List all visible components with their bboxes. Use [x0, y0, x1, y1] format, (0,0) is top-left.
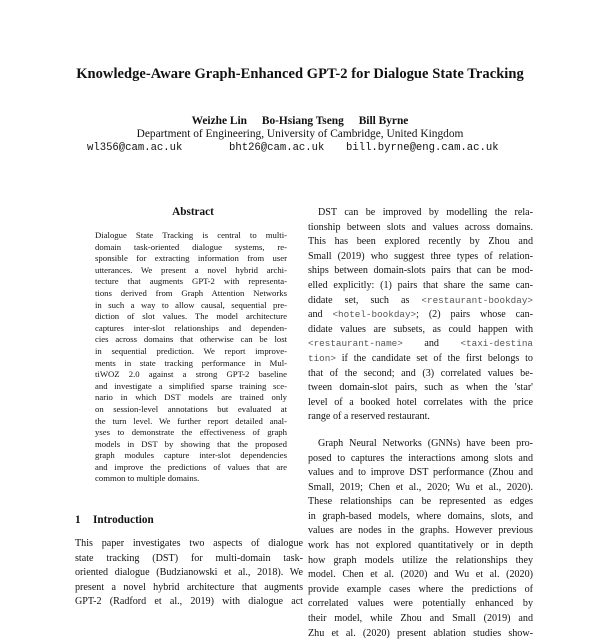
body-line: Zhu et al. (2020) present ablation studies show-	[308, 627, 533, 639]
abstract-line: captures inter-slot relationships and dependen-	[95, 322, 287, 333]
abstract-line: tiWOZ 2.0 against a strong GPT-2 baseline	[95, 369, 287, 380]
body-line: These relationships can be represented as edges	[308, 496, 533, 508]
body-line: level of a booked hotel correlates with the price	[308, 396, 533, 408]
code-span: <hotel-bookday>	[332, 309, 417, 321]
body-line: provide example cases where the predictions of	[308, 583, 533, 595]
body-line: in graph-based models, where domains, slots, and	[308, 510, 533, 522]
intro-body	[75, 537, 303, 610]
section-heading	[75, 514, 154, 526]
body-line: tween domain-slot pairs, such as when the 'star'	[308, 382, 533, 394]
email-address: bill.byrne@eng.cam.ac.uk	[346, 142, 499, 154]
body-line: elled explicitly: (1) pairs that share the same can-	[308, 279, 533, 291]
body-line: didate values are subsets, as could happen with	[308, 323, 533, 335]
body-line: model. Chen et al. (2020) and Wu et al. (2020)	[308, 569, 533, 581]
code-span: <taxi-destina	[460, 338, 533, 350]
body-line: values and to improve DST performance (Zhou and	[308, 467, 533, 479]
abstract-line: and improve the predictions of values that are	[95, 461, 287, 472]
body-line: This paper investigates two aspects of dialogue	[75, 538, 303, 549]
abstract-body	[95, 230, 287, 485]
text-fragment: if the candidate set of the first belongs to	[341, 352, 533, 364]
abstract-line: models in DST by showing that the proposed	[95, 438, 287, 449]
abstract-heading: Abstract	[172, 206, 214, 218]
abstract-line: and investigate a simplified sparse training sce-	[95, 380, 287, 391]
abstract-line: nario in which DST models are trained only	[95, 392, 287, 403]
code-span: <restaurant-name>	[308, 338, 403, 350]
body-line: values are nodes in the graphs. However previous	[308, 525, 533, 537]
body-line	[308, 352, 533, 367]
text-fragment: and	[424, 338, 439, 350]
email-address: wl356@cam.ac.uk	[87, 142, 183, 154]
body-line: This has been explored recently by Zhou and	[308, 236, 533, 248]
section-title: Introduction	[93, 514, 154, 526]
abstract-line: utterances. We present a novel hybrid archi-	[95, 264, 287, 275]
body-line: range of a reserved restaurant.	[308, 411, 430, 423]
body-line: posed to captures the interactions among slots and	[308, 452, 533, 464]
section-number: 1	[75, 514, 81, 526]
body-line: GPT-2 (Radford et al., 2019) with dialogue act	[75, 596, 303, 608]
abstract-line: Dialogue State Tracking is central to multi-	[95, 230, 287, 240]
body-line	[308, 337, 533, 352]
body-line: tionship between slots and values across domains.	[308, 221, 533, 233]
abstract-line: sponsible for extracting information from user	[95, 253, 287, 264]
author-name: Bo-Hsiang Tseng	[261, 115, 344, 127]
author-name: Bill Byrne	[358, 115, 409, 127]
abstract-line: tions derived from Graph Attention Networks	[95, 287, 287, 298]
abstract-line: tecture that augments GPT-2 with representa-	[95, 276, 287, 287]
paper-title: Knowledge-Aware Graph-Enhanced GPT-2 for Dialogue State Tracking	[76, 66, 524, 82]
affiliation: Department of Engineering, University of Cambridge, United Kingdom	[136, 128, 464, 140]
abstract-line: on session-level annotations but evaluated at	[95, 403, 287, 414]
abstract-line: common to multiple domains.	[95, 473, 200, 484]
code-span: tion>	[308, 352, 336, 364]
code-span: <restaurant-bookday>	[421, 294, 533, 306]
body-line: their model, while Zhou and Small (2019) and	[308, 613, 533, 625]
abstract-line: ments in state tracking performance in Mul-	[95, 357, 287, 368]
abstract-line: diction of slot values. The model architecture	[95, 311, 287, 322]
abstract-line: graph modules capture inter-slot dependencies	[95, 450, 287, 461]
body-line: that of the second; and (3) correlated values be-	[308, 367, 533, 379]
body-line: present a novel hybrid architecture that augments	[75, 581, 303, 593]
body-line: Small (2019) who suggest three types of relation-	[308, 250, 533, 262]
email-address: bht26@cam.ac.uk	[229, 142, 325, 154]
body-line: oriented dialogue (Budzianowski et al., 2018). We	[75, 567, 303, 579]
body-line: state tracking (DST) for multi-domain task-	[75, 552, 303, 564]
author-name: Weizhe Lin	[191, 115, 247, 127]
text-fragment: and	[308, 309, 323, 321]
body-line: Graph Neural Networks (GNNs) have been pro-	[318, 437, 533, 449]
text-fragment: ; (2) pairs whose can-	[416, 309, 533, 321]
body-line: ships between domain-slots pairs that can be mod-	[308, 265, 533, 277]
abstract-line: domain task-oriented dialogue systems, re-	[95, 241, 287, 252]
body-line: correlated values were potentially enhanced by	[308, 598, 533, 610]
author-list	[0, 115, 600, 127]
abstract-line: yses to demonstrate the effectiveness of graph	[95, 427, 287, 438]
body-line: how graph models utilize the relationships they	[308, 554, 533, 566]
body-line: work has not explored quantitatively or in depth	[308, 540, 533, 552]
body-line: DST can be improved by modelling the rela-	[318, 207, 533, 218]
text-fragment: didate set, such as	[308, 294, 410, 306]
abstract-line: the turn level. We further report detailed anal-	[95, 415, 287, 426]
body-line	[308, 308, 533, 323]
right-column	[308, 206, 533, 641]
abstract-line: in such a way to allow causal, sequential pre-	[95, 299, 287, 310]
abstract-line: cies across domains that otherwise can be lost	[95, 334, 287, 345]
abstract-line: in sequential prediction. We report improve-	[95, 345, 287, 356]
body-line	[308, 294, 533, 309]
body-line: Small, 2019; Chen et al., 2020; Wu et al., 2020).	[308, 481, 533, 493]
